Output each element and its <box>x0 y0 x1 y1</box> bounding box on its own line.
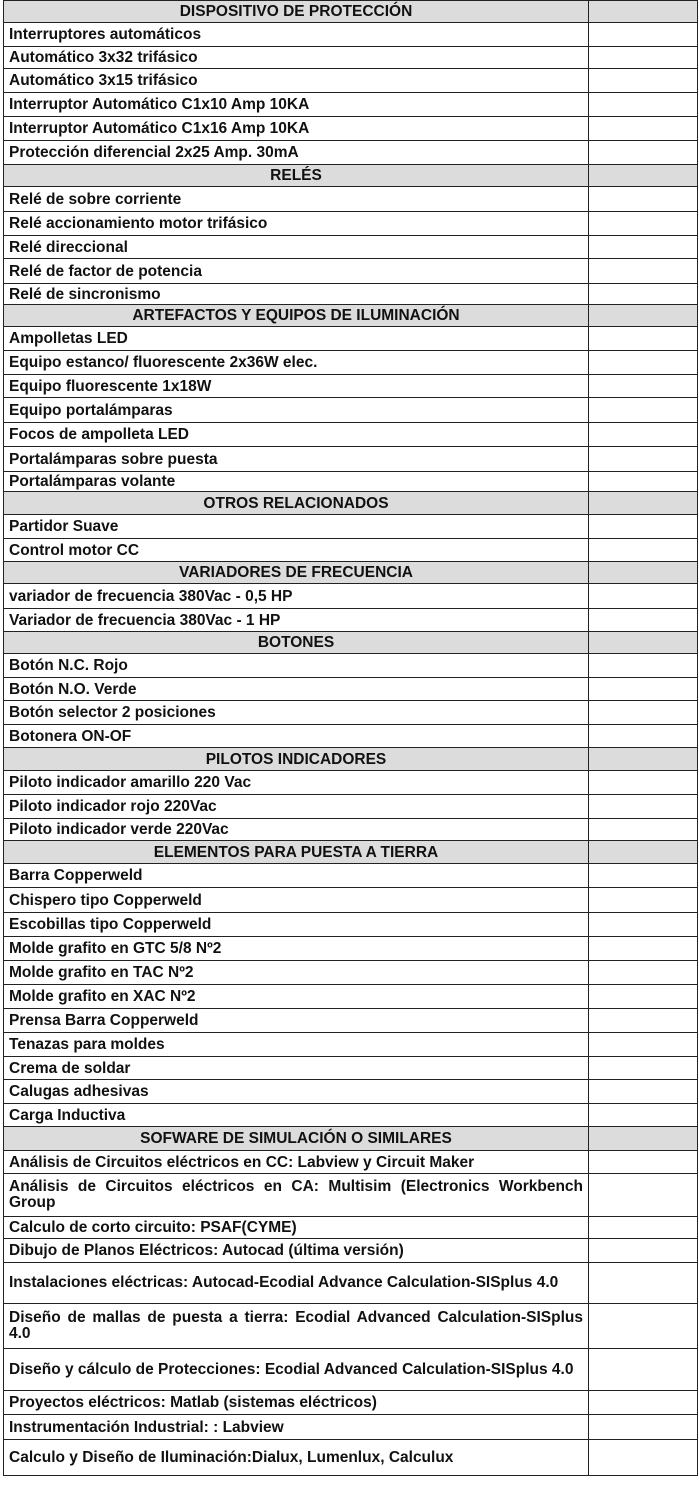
item-value-cell <box>589 69 698 93</box>
item-value-cell <box>589 1104 698 1127</box>
table-row <box>4 23 698 47</box>
item-label: Molde grafito en GTC 5/8 Nº2 <box>4 937 589 961</box>
table-row <box>4 1349 698 1391</box>
section-header-blank-cell <box>589 562 698 584</box>
item-value-cell <box>589 1217 698 1239</box>
table-row <box>4 351 698 375</box>
item-label: Interruptores automáticos <box>4 23 589 47</box>
item-label: Botón N.O. Verde <box>4 678 589 701</box>
item-label: Protección diferencial 2x25 Amp. 30mA <box>4 141 589 165</box>
item-label: variador de frecuencia 380Vac - 0,5 HP <box>4 584 589 609</box>
table-row <box>4 93 698 117</box>
item-label: Portalámparas sobre puesta <box>4 447 589 472</box>
item-value-cell <box>589 351 698 375</box>
section-header-row <box>4 632 698 654</box>
item-value-cell <box>589 284 698 305</box>
item-value-cell <box>589 1440 698 1476</box>
section-title: DISPOSITIVO DE PROTECCIÓN <box>4 1 589 23</box>
item-label: Automático 3x15 trifásico <box>4 69 589 93</box>
item-label: Molde grafito en XAC Nº2 <box>4 985 589 1009</box>
item-label: Equipo fluorescente 1x18W <box>4 375 589 398</box>
table-row <box>4 327 698 351</box>
item-value-cell <box>589 961 698 985</box>
item-value-cell <box>589 795 698 819</box>
table-row <box>4 187 698 212</box>
item-label: Escobillas tipo Copperweld <box>4 913 589 937</box>
section-header-row <box>4 562 698 584</box>
table-row <box>4 259 698 284</box>
item-value-cell <box>589 937 698 961</box>
item-label: Variador de frecuencia 380Vac - 1 HP <box>4 609 589 632</box>
item-label: Calugas adhesivas <box>4 1080 589 1104</box>
table-row <box>4 236 698 259</box>
item-label: Instrumentación Industrial: : Labview <box>4 1415 589 1440</box>
section-header-blank-cell <box>589 841 698 864</box>
table-row <box>4 472 698 492</box>
item-value-cell <box>589 1151 698 1174</box>
table-row <box>4 515 698 539</box>
section-header-blank-cell <box>589 492 698 515</box>
item-label: Chispero tipo Copperweld <box>4 888 589 913</box>
table-row <box>4 937 698 961</box>
table-row <box>4 284 698 305</box>
item-value-cell <box>589 398 698 423</box>
table-row <box>4 423 698 447</box>
item-label: Análisis de Circuitos eléctricos en CA: Multisim (Electronics Workbench Group <box>4 1174 589 1217</box>
item-label: Prensa Barra Copperweld <box>4 1009 589 1033</box>
item-value-cell <box>589 117 698 141</box>
item-label: Barra Copperweld <box>4 864 589 888</box>
table-row <box>4 961 698 985</box>
table-row <box>4 1057 698 1080</box>
section-title: ARTEFACTOS Y EQUIPOS DE ILUMINACIÓN <box>4 305 589 327</box>
table-row <box>4 1151 698 1174</box>
item-label: Diseño y cálculo de Protecciones: Ecodial Advanced Calculation-SISplus 4.0 <box>4 1349 589 1391</box>
item-label: Botón N.C. Rojo <box>4 654 589 678</box>
item-label: Diseño de mallas de puesta a tierra: Ecodial Advanced Calculation-SISplus 4.0 <box>4 1304 589 1349</box>
item-label: Interruptor Automático C1x16 Amp 10KA <box>4 117 589 141</box>
table-row <box>4 375 698 398</box>
item-label: Proyectos eléctricos: Matlab (sistemas eléctricos) <box>4 1391 589 1415</box>
item-label: Carga Inductiva <box>4 1104 589 1127</box>
section-header-row <box>4 841 698 864</box>
table-row <box>4 117 698 141</box>
item-label: Focos de ampolleta LED <box>4 423 589 447</box>
table-row <box>4 985 698 1009</box>
item-label: Piloto indicador amarillo 220 Vac <box>4 771 589 795</box>
item-value-cell <box>589 913 698 937</box>
item-value-cell <box>589 1009 698 1033</box>
item-value-cell <box>589 701 698 725</box>
item-value-cell <box>589 1033 698 1057</box>
section-header-blank-cell <box>589 1 698 23</box>
equipment-table <box>3 0 698 1476</box>
item-value-cell <box>589 864 698 888</box>
item-label: Ampolletas LED <box>4 327 589 351</box>
item-value-cell <box>589 539 698 562</box>
item-value-cell <box>589 327 698 351</box>
section-header-row <box>4 165 698 187</box>
item-label: Calculo de corto circuito: PSAF(CYME) <box>4 1217 589 1239</box>
section-title: ELEMENTOS PARA PUESTA A TIERRA <box>4 841 589 864</box>
section-title: VARIADORES DE FRECUENCIA <box>4 562 589 584</box>
item-value-cell <box>589 93 698 117</box>
table-row <box>4 1263 698 1304</box>
table-row <box>4 1391 698 1415</box>
section-header-blank-cell <box>589 165 698 187</box>
section-title: OTROS RELACIONADOS <box>4 492 589 515</box>
item-value-cell <box>589 1304 698 1349</box>
section-header-row <box>4 1 698 23</box>
item-value-cell <box>589 584 698 609</box>
section-title: RELÉS <box>4 165 589 187</box>
table-row <box>4 819 698 841</box>
equipment-table-body <box>4 1 698 1476</box>
item-label: Relé de sincronismo <box>4 284 589 305</box>
section-header-row <box>4 305 698 327</box>
table-row <box>4 1080 698 1104</box>
item-value-cell <box>589 23 698 47</box>
item-label: Calculo y Diseño de Iluminación:Dialux, Lumenlux, Calculux <box>4 1440 589 1476</box>
item-value-cell <box>589 725 698 748</box>
item-value-cell <box>589 447 698 472</box>
item-label: Piloto indicador verde 220Vac <box>4 819 589 841</box>
section-header-blank-cell <box>589 305 698 327</box>
item-value-cell <box>589 1057 698 1080</box>
item-label: Interruptor Automático C1x10 Amp 10KA <box>4 93 589 117</box>
item-value-cell <box>589 515 698 539</box>
item-value-cell <box>589 47 698 69</box>
item-value-cell <box>589 819 698 841</box>
table-row <box>4 1217 698 1239</box>
item-value-cell <box>589 1263 698 1304</box>
item-value-cell <box>589 375 698 398</box>
item-label: Instalaciones eléctricas: Autocad-Ecodial Advance Calculation-SISplus 4.0 <box>4 1263 589 1304</box>
item-label: Tenazas para moldes <box>4 1033 589 1057</box>
section-header-blank-cell <box>589 632 698 654</box>
item-value-cell <box>589 1174 698 1217</box>
item-value-cell <box>589 771 698 795</box>
table-row <box>4 609 698 632</box>
item-value-cell <box>589 985 698 1009</box>
table-row <box>4 795 698 819</box>
item-value-cell <box>589 654 698 678</box>
item-label: Dibujo de Planos Eléctricos: Autocad (última versión) <box>4 1239 589 1263</box>
section-header-blank-cell <box>589 1127 698 1151</box>
table-row <box>4 1104 698 1127</box>
table-row <box>4 913 698 937</box>
item-value-cell <box>589 187 698 212</box>
item-value-cell <box>589 678 698 701</box>
table-row <box>4 47 698 69</box>
table-row <box>4 69 698 93</box>
table-row <box>4 701 698 725</box>
item-value-cell <box>589 212 698 236</box>
item-label: Equipo portalámparas <box>4 398 589 423</box>
item-label: Crema de soldar <box>4 1057 589 1080</box>
table-row <box>4 1033 698 1057</box>
item-label: Automático 3x32 trifásico <box>4 47 589 69</box>
table-row <box>4 771 698 795</box>
item-label: Botonera ON-OF <box>4 725 589 748</box>
item-value-cell <box>589 1349 698 1391</box>
item-label: Relé accionamiento motor trifásico <box>4 212 589 236</box>
item-value-cell <box>589 1239 698 1263</box>
item-label: Botón selector 2 posiciones <box>4 701 589 725</box>
item-label: Partidor Suave <box>4 515 589 539</box>
table-row <box>4 678 698 701</box>
table-row <box>4 864 698 888</box>
item-label: Análisis de Circuitos eléctricos en CC: Labview y Circuit Maker <box>4 1151 589 1174</box>
item-value-cell <box>589 1391 698 1415</box>
table-row <box>4 1415 698 1440</box>
section-title: BOTONES <box>4 632 589 654</box>
item-label: Control motor CC <box>4 539 589 562</box>
item-value-cell <box>589 888 698 913</box>
item-label: Equipo estanco/ fluorescente 2x36W elec. <box>4 351 589 375</box>
table-row <box>4 1239 698 1263</box>
section-header-row <box>4 1127 698 1151</box>
item-value-cell <box>589 1080 698 1104</box>
table-row <box>4 1009 698 1033</box>
table-row <box>4 447 698 472</box>
table-row <box>4 1174 698 1217</box>
section-header-row <box>4 748 698 771</box>
table-row <box>4 725 698 748</box>
section-header-row <box>4 492 698 515</box>
table-row <box>4 654 698 678</box>
item-label: Molde grafito en TAC Nº2 <box>4 961 589 985</box>
table-row <box>4 398 698 423</box>
item-value-cell <box>589 1415 698 1440</box>
table-row <box>4 141 698 165</box>
table-row <box>4 1304 698 1349</box>
section-header-blank-cell <box>589 748 698 771</box>
table-row <box>4 584 698 609</box>
item-value-cell <box>589 472 698 492</box>
item-value-cell <box>589 236 698 259</box>
section-title: PILOTOS INDICADORES <box>4 748 589 771</box>
item-label: Piloto indicador rojo 220Vac <box>4 795 589 819</box>
item-value-cell <box>589 141 698 165</box>
table-row <box>4 1440 698 1476</box>
item-label: Relé de factor de potencia <box>4 259 589 284</box>
section-title: SOFWARE DE SIMULACIÓN O SIMILARES <box>4 1127 589 1151</box>
item-label: Portalámparas volante <box>4 472 589 492</box>
item-label: Relé direccional <box>4 236 589 259</box>
item-value-cell <box>589 423 698 447</box>
table-row <box>4 539 698 562</box>
table-row <box>4 212 698 236</box>
item-value-cell <box>589 259 698 284</box>
item-label: Relé de sobre corriente <box>4 187 589 212</box>
item-value-cell <box>589 609 698 632</box>
table-row <box>4 888 698 913</box>
